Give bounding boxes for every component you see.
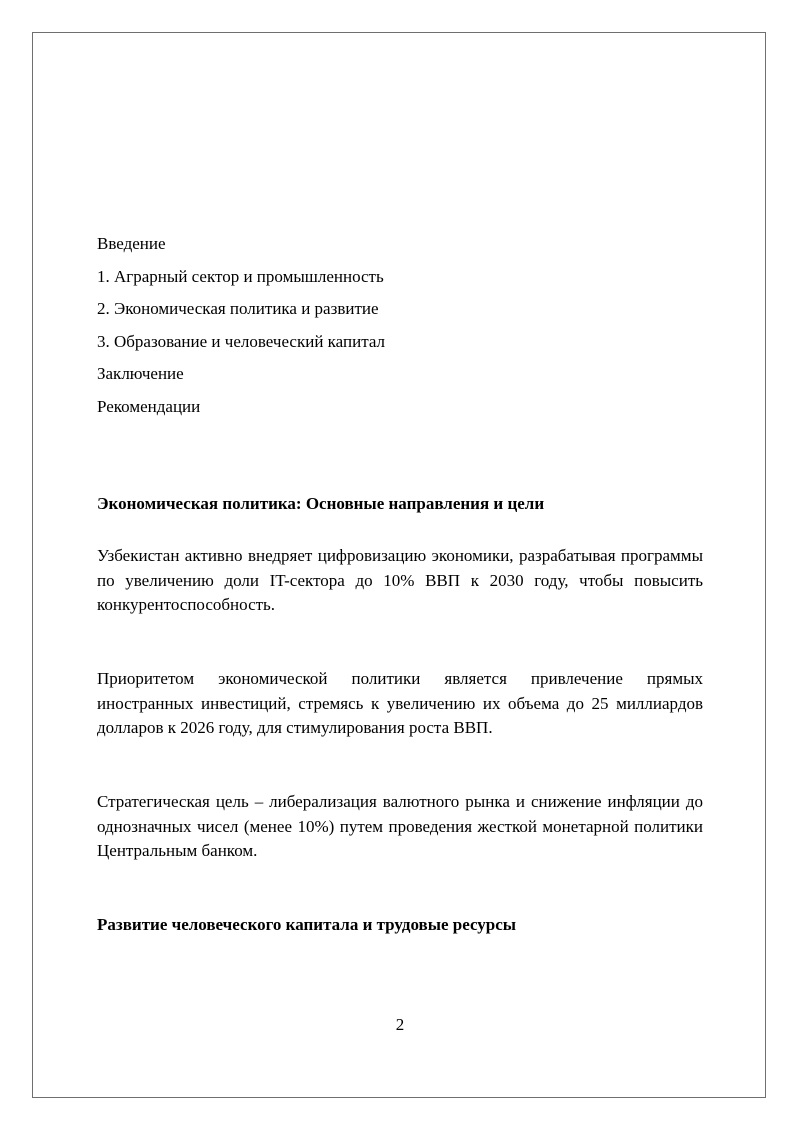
paragraph-foreign-investment: Приоритетом экономической политики является привлечение прямых иностранных инвестиций, стремясь к увеличению их объема до 25 миллиардов долларов к 2026 году, для стимулирования роста ВВП. bbox=[97, 669, 703, 737]
section-heading-economic-policy: Экономическая политика: Основные направления и цели bbox=[97, 494, 545, 513]
table-of-contents bbox=[97, 234, 707, 430]
toc-item-recommendations: Рекомендации bbox=[97, 396, 201, 416]
section-heading-human-capital: Развитие человеческого капитала и трудовые ресурсы bbox=[97, 915, 517, 934]
toc-item-education-human-capital: 3. Образование и человеческий капитал bbox=[97, 331, 386, 351]
toc-item-introduction: Введение bbox=[97, 234, 166, 253]
toc-item-conclusion: Заключение bbox=[97, 364, 184, 384]
paragraph-currency-inflation: Стратегическая цель – либерализация валютного рынка и снижение инфляции до однозначных чисел (менее 10%) путем проведения жесткой монетарной политики Центральным банком. bbox=[97, 792, 703, 860]
paragraph-digitalization: Узбекистан активно внедряет цифровизацию экономики, разрабатывая программы по увеличению доли IT-сектора до 10% ВВП к 2030 году, чтобы повысить конкурентоспособность. bbox=[97, 546, 703, 614]
toc-item-economic-policy: 2. Экономическая политика и развитие bbox=[97, 299, 379, 319]
page-number: 2 bbox=[395, 1015, 405, 1034]
toc-item-agriculture-industry: 1. Аграрный сектор и промышленность bbox=[97, 266, 384, 286]
